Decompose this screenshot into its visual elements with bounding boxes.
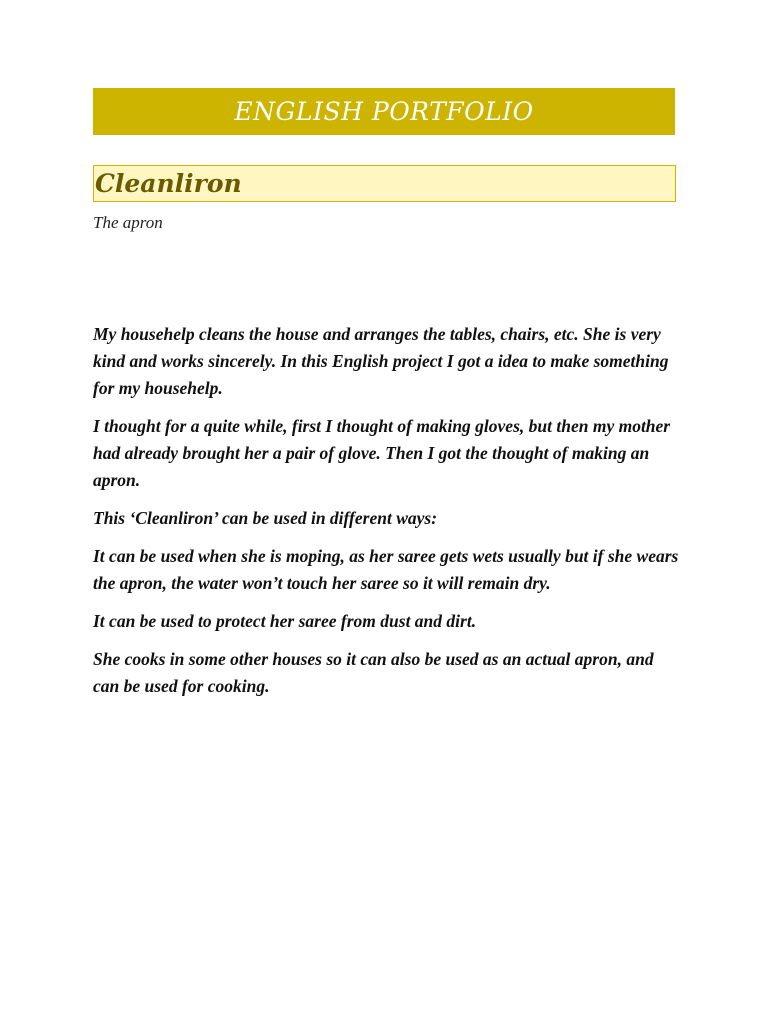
paragraph-use-dust: It can be used to protect her saree from dust and dirt. [93, 611, 477, 631]
paragraph-idea: I thought for a quite while, first I thought of making gloves, but then my mother had already brought her a pair of glove. Then I got the thought of making an apron. [93, 416, 671, 490]
title-banner [93, 88, 675, 135]
heading-box [93, 165, 676, 202]
paragraph-intro: My househelp cleans the house and arranges the tables, chairs, etc. She is very kind and works sincerely. In this English project I got a idea to make something for my househelp. [93, 324, 669, 398]
section-heading: Cleanliron [95, 169, 242, 198]
paragraph-uses-intro: This ‘Cleanliron’ can be used in different ways: [93, 508, 438, 528]
subtitle: The apron [93, 213, 163, 232]
page-title: ENGLISH PORTFOLIO [234, 97, 534, 126]
paragraph-use-moping: It can be used when she is moping, as her saree gets wets usually but if she wears the apron, the water won’t touch her saree so it will remain dry. [93, 546, 679, 593]
body-text [93, 321, 683, 711]
paragraph-use-cooking: She cooks in some other houses so it can also be used as an actual apron, and can be used for cooking. [93, 649, 654, 696]
